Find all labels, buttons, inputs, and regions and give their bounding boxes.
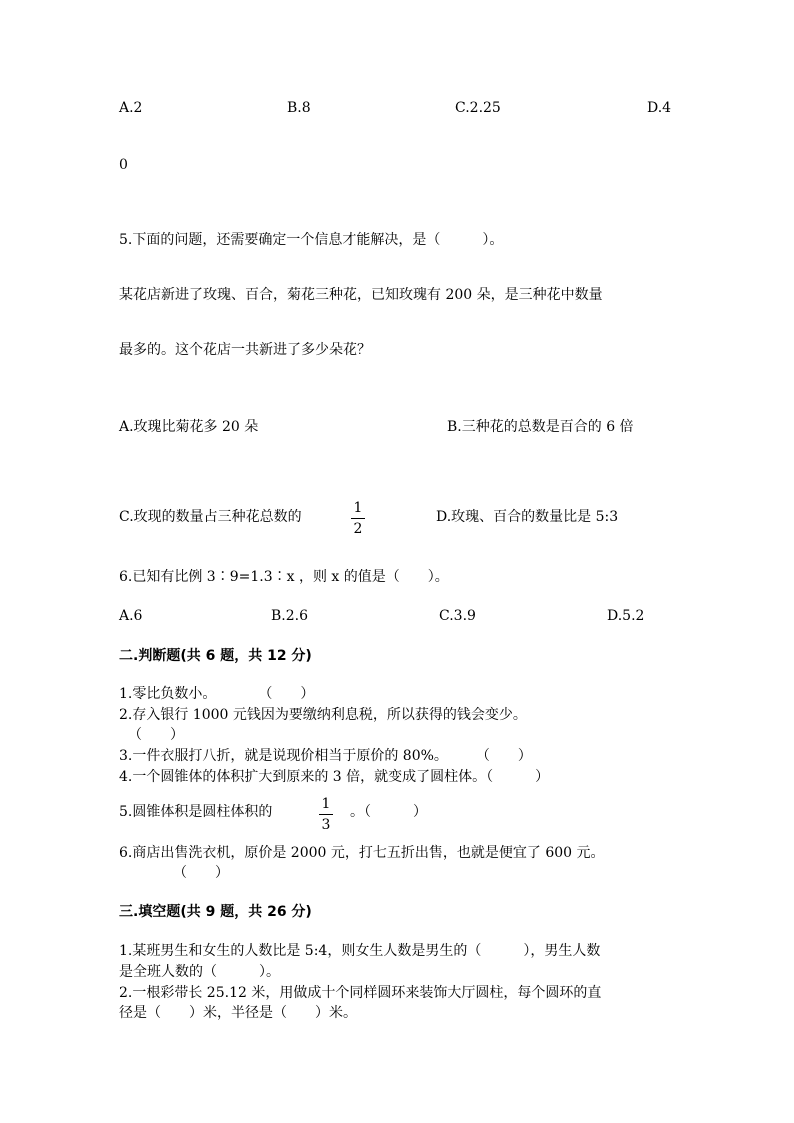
fraction-denominator: 3 [321,817,331,833]
section3-item-2-cont: 径是（ ）米，半径是（ ）米。 [119,1005,357,1021]
q5-stem: 5.下面的问题，还需要确定一个信息才能解决，是（ ）。 [119,232,504,248]
section3-item-1-cont: 是全班人数的（ ）。 [119,964,280,980]
q5-option-d: D.玫瑰、百合的数量比是 5:3 [436,509,619,525]
q4-option-c: C.2.25 [455,100,501,116]
section2-item-3: 3.一件衣服打八折，就是说现价相当于原价的 80%。 （ ） [119,748,532,764]
fraction-denominator: 2 [353,521,363,537]
q6-option-d: D.5.2 [607,608,645,624]
section2-item-4: 4.一个圆锥体的体积扩大到原来的 3 倍，就变成了圆柱体。（ ） [119,769,550,785]
section2-item-1: 1.零比负数小。 （ ） [119,686,315,702]
section2-item-2-paren: （ ） [128,727,184,743]
section2-item-2: 2.存入银行 1000 元钱因为要缴纳利息税，所以获得的钱会变少。 [119,707,527,723]
fraction-bar [351,518,365,519]
q4-option-a: A.2 [119,100,143,116]
q5-context-line2: 最多的。这个花店一共新进了多少朵花？ [119,342,371,358]
q6-option-a: A.6 [119,608,143,624]
q4-option-d: D.4 [647,100,672,116]
fraction-bar [319,814,333,815]
section2-item-5-tail: 。（ ） [350,804,427,820]
q5-option-a: A.玫瑰比菊花多 20 朵 [119,419,259,435]
section2-item-6: 6.商店出售洗衣机，原价是 2000 元，打七五折出售，也就是便宜了 600 元。 [119,845,605,861]
section3-item-2: 2.一根彩带长 25.12 米，用做成十个同样圆环来装饰大厅圆柱，每个圆环的直 [119,985,602,1001]
section2-item-5-fraction [318,796,334,833]
section3-item-1: 1.某班男生和女生的人数比是 5:4，则女生人数是男生的（ ），男生人数 [119,943,601,959]
q4-option-d-wrap: 0 [119,157,128,173]
q5-option-c-fraction [350,500,366,537]
q5-context-line1: 某花店新进了玫瑰、百合，菊花三种花，已知玫瑰有 200 朵，是三种花中数量 [119,287,603,303]
section3-title: 三.填空题(共 9 题，共 26 分) [119,904,312,920]
q5-option-b: B.三种花的总数是百合的 6 倍 [447,419,634,435]
fraction-numerator: 1 [321,796,331,812]
q4-option-b: B.8 [287,100,311,116]
section2-item-6-paren: （ ） [173,865,229,881]
q6-option-b: B.2.6 [271,608,309,624]
section2-title: 二.判断题(共 6 题，共 12 分) [119,648,312,664]
fraction-numerator: 1 [353,500,363,516]
q6-option-c: C.3.9 [439,608,476,624]
section2-item-5: 5.圆锥体积是圆柱体积的 [119,804,273,820]
q5-option-c: C.玫现的数量占三种花总数的 [119,509,302,525]
q6-stem: 6.已知有比例 3∶9=1.3∶x ，则 x 的值是（ ）。 [119,569,449,585]
